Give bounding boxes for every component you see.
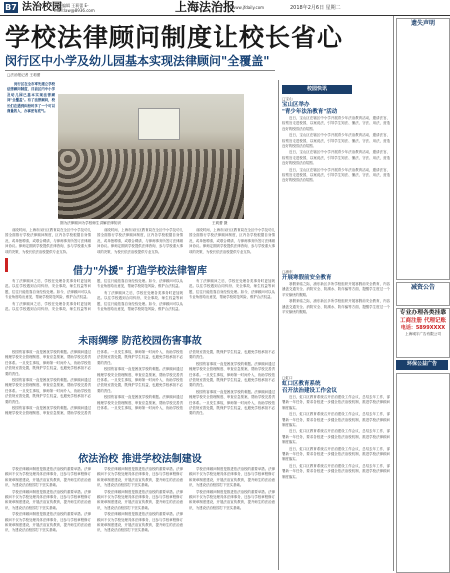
- section-3-body: [5, 467, 275, 571]
- ad-line-1: 专业办理各类挂靠: [399, 310, 447, 316]
- body-paragraph: 寒假来临之际，浦东新区多所学校组织开展寒假前安全教育，内容涵盖交通安全、消防安全、防溺水、防诈骗等方面，提醒学生度过一个平安愉快的假期。: [282, 282, 390, 297]
- body-paragraph: 近日，虹口区教育系统召开法治建设工作会议，总结去年工作，部署新一年任务，要求各校进一步健全依法治校机制，推进学校法律顾问制度落实。: [282, 446, 390, 462]
- body-paragraph: 近日，宝山区在辖区中小学开展青少年法治教育活动，邀请法官、检察官走进校园，以案说法，引导学生知法、懂法、守法、用法，营造良好的校园法治氛围。: [282, 116, 390, 131]
- body-paragraph: 近日，虹口区教育系统召开法治建设工作会议，总结去年工作，部署新一年任务，要求各校进一步健全依法治校机制，推进学校法律顾问制度落实。: [282, 412, 390, 428]
- sidebar-item-1: [282, 97, 390, 256]
- sidebar-body: [282, 282, 390, 362]
- body-paragraph: 学校法律顾问制度是推进依法治校的重要举措。法律顾问不仅为学校处理具体法律事务，还参与学校章程修订和规章制度建设，开展法治宣传教育，提升师生的法治意识，为建设法治校园打下坚实基础。: [97, 489, 183, 510]
- lead-text: [7, 82, 55, 222]
- classified-ads: [396, 18, 450, 280]
- body-paragraph: 学校法律顾问制度是推进依法治校的重要举措。法律顾问不仅为学校处理具体法律事务，还参与学校章程修订和规章制度建设，开展法治宣传教育，提升师生的法治意识，为建设法治校园打下坚实基础。: [189, 467, 275, 488]
- body-paragraph: 有了法律顾问之后，学校在处理各类事务时更加规范。以往学校遇到合同纠纷、安全事故、师生权益等问题，往往只能依靠自身经验处理。如今，法律顾问可以从专业角度给出意见，帮助学校防范风险，维护合法权益。: [189, 279, 275, 300]
- sidebar-title: 开展寒假前安全教育: [282, 275, 332, 281]
- body-paragraph: 学校法律顾问制度是推进依法治校的重要举措。法律顾问不仅为学校处理具体法律事务，还参与学校章程修订和规章制度建设，开展法治宣传教育，提升师生的法治意识，为建设法治校园打下坚实基础。: [97, 512, 183, 533]
- sidebar-item-3: [282, 376, 390, 570]
- sidebar-body: [282, 395, 390, 570]
- editor-info: 责任编辑 王莉蕾 E-mail:law@8936.com: [54, 3, 95, 13]
- sidebar-tag: □虹口: [282, 376, 293, 380]
- photo-credit: 王莉蕾 摄: [212, 221, 228, 225]
- ad-title: 减资公告: [410, 284, 435, 291]
- body-paragraph: 近日，宝山区在辖区中小学开展青少年法治教育活动，邀请法官、检察官走进校园，以案说法，引导学生知法、懂法、守法、用法，营造良好的校园法治氛围。: [282, 167, 390, 183]
- body-paragraph: 学校法律顾问制度是推进依法治校的重要举措。法律顾问不仅为学校处理具体法律事务，还参与学校章程修订和规章制度建设，开展法治宣传教育，提升师生的法治意识，为建设法治校园打下坚实基础。: [97, 467, 183, 488]
- sidebar-title: 宝山区举办: [282, 102, 310, 108]
- article-photo: [58, 94, 244, 219]
- body-paragraph: 近日，宝山区在辖区中小学开展青少年法治教育活动，邀请法官、检察官走进校园，以案说法，引导学生知法、懂法、守法、用法，营造良好的校园法治氛围。: [282, 150, 390, 166]
- sidebar-tag: □宝山: [282, 97, 293, 101]
- body-paragraph: 校园伤害事故一直是困扰学校的难题。法律顾问通过梳理学校安全管理制度、审查应急预案，帮助学校完善责任体系。一旦发生事故，律师第一时间介入，协助学校依法依规妥善处置，既保护学生权益，也避免学校承担不必要的责任。: [97, 350, 275, 411]
- masthead: 上海法治报: [175, 0, 236, 14]
- lead-paragraph: 闵行区在全市率先建立学校法律顾问制度，目前区内中小学及幼儿园已基本实现法律顾问"全覆盖"。有了法律顾问，校长们在遇到纠纷时多了一个可以商量的人，办事更有底气。: [7, 82, 55, 114]
- classified-ads-lower: [396, 373, 450, 573]
- sidebar-header: 校园快讯: [282, 85, 352, 94]
- body-paragraph: 近日，虹口区教育系统召开法治建设工作会议，总结去年工作，部署新一年任务，要求各校进一步健全依法治校机制，推进学校法律顾问制度落实。: [282, 395, 390, 410]
- body-paragraph: 有了法律顾问之后，学校在处理各类事务时更加规范。以往学校遇到合同纠纷、安全事故、师生权益等问题，往往只能依靠自身经验处理。如今，法律顾问可以从专业角度给出意见，帮助学校防范风险，维护合法权益。: [97, 290, 183, 312]
- section-1-body: [5, 279, 275, 325]
- public-ad-banner: 环保公益广告: [396, 360, 448, 370]
- notice-box: [396, 282, 450, 306]
- body-paragraph: 校园伤害事故一直是困扰学校的难题。法律顾问通过梳理学校安全管理制度、审查应急预案，帮助学校完善责任体系。一旦发生事故，律师第一时间介入，协助学校依法依规妥善处置，既保护学生权益，也避免学校承担不必要的责任。: [5, 350, 91, 376]
- audience: [58, 149, 244, 219]
- section-1-title: 借力"外援" 打造学校法律智库: [73, 266, 207, 277]
- display-ad[interactable]: [396, 308, 450, 358]
- photo-caption: 图为法律顾问为学校师生讲解法律知识: [60, 221, 122, 225]
- sidebar-divider: [278, 80, 279, 570]
- section-2-title: 未雨绸缪 防范校园伤害事故: [78, 336, 202, 347]
- projector-screen: [138, 108, 180, 140]
- ad-company: 上海城宇广告有限公司: [405, 332, 441, 336]
- body-paragraph: 前段时间，上海市闵行区教育局在全区中小学及幼儿园全面推行学校法律顾问制度，区内各学校根据自身情况，或单独聘请，或联合聘请，与律师事务所签订法律顾问协议。律师定期到学校提供法律咨询，参与学校重大事项的决策，为校长依法治校提供专业支持。: [97, 228, 183, 254]
- section-marker: [5, 258, 8, 272]
- section-title: 法治校园: [22, 2, 62, 13]
- sidebar-tag: □浦东: [282, 270, 293, 274]
- body-paragraph: 学校法律顾问制度是推进依法治校的重要举措。法律顾问不仅为学校处理具体法律事务，还参与学校章程修订和规章制度建设，开展法治宣传教育，提升师生的法治意识，为建设法治校园打下坚实基础。: [5, 489, 91, 510]
- body-paragraph: 有了法律顾问之后，学校在处理各类事务时更加规范。以往学校遇到合同纠纷、安全事故、师生权益等问题，往往只能依靠自身经验处理。如今，法律顾问可以从专业角度给出意见，帮助学校防范风险，维护合法权益。: [5, 279, 183, 312]
- body-paragraph: 近日，虹口区教育系统召开法治建设工作会议，总结去年工作，部署新一年任务，要求各校进一步健全依法治校机制，推进学校法律顾问制度落实。: [282, 463, 390, 479]
- byline: □法治报记者 王莉蕾: [7, 73, 41, 77]
- body-paragraph: 近日，宝山区在辖区中小学开展青少年法治教育活动，邀请法官、检察官走进校园，以案说法，引导学生知法、懂法、守法、用法，营造良好的校园法治氛围。: [282, 133, 390, 149]
- sidebar-body: [282, 116, 390, 256]
- body-paragraph: 校园伤害事故一直是困扰学校的难题。法律顾问通过梳理学校安全管理制度、审查应急预案，帮助学校完善责任体系。一旦发生事故，律师第一时间介入，协助学校依法依规妥善处置，既保护学生权益，也避免学校承担不必要的责任。: [189, 389, 275, 416]
- article-body-1: [5, 228, 275, 256]
- ad-line-2: 工商注册 代理记账: [400, 318, 446, 324]
- body-paragraph: 寒假来临之际，浦东新区多所学校组织开展寒假前安全教育，内容涵盖交通安全、消防安全、防溺水、防诈骗等方面，提醒学生度过一个平安愉快的假期。: [282, 299, 390, 315]
- ads-notice-title: 遗失声明: [410, 20, 435, 27]
- divider: [5, 70, 275, 71]
- body-paragraph: 校园伤害事故一直是困扰学校的难题。法律顾问通过梳理学校安全管理制度、审查应急预案，帮助学校完善责任体系。一旦发生事故，律师第一时间介入，协助学校依法依规妥善处置，既保护学生权益，也避免学校承担不必要的责任。: [97, 367, 183, 393]
- ad-phone: 电话：5899XXXX: [400, 325, 446, 331]
- masthead-url[interactable]: www.jfdaily.com: [232, 5, 265, 10]
- sidebar-subtitle: 召开法治建设工作会议: [282, 388, 338, 394]
- section-2-body: [5, 350, 275, 445]
- issue-date: 2018年2月6日 星期二: [290, 5, 341, 11]
- headline: 学校法律顾问制度让校长省心: [5, 23, 344, 52]
- body-paragraph: 学校法律顾问制度是推进依法治校的重要举措。法律顾问不仅为学校处理具体法律事务，还参与学校章程修订和规章制度建设，开展法治宣传教育，提升师生的法治意识，为建设法治校园打下坚实基础。: [5, 512, 91, 533]
- body-paragraph: 学校法律顾问制度是推进依法治校的重要举措。法律顾问不仅为学校处理具体法律事务，还参与学校章程修订和规章制度建设，开展法治宣传教育，提升师生的法治意识，为建设法治校园打下坚实基础。: [5, 467, 91, 488]
- sidebar-item-2: [282, 270, 390, 362]
- section-3-title: 依法治校 推进学校法制建设: [78, 454, 202, 465]
- body-paragraph: 近日，虹口区教育系统召开法治建设工作会议，总结去年工作，部署新一年任务，要求各校进一步健全依法治校机制，推进学校法律顾问制度落实。: [282, 429, 390, 445]
- sidebar-subtitle: "青少年法治教育"活动: [282, 109, 338, 115]
- body-paragraph: 学校法律顾问制度是推进依法治校的重要举措。法律顾问不仅为学校处理具体法律事务，还参与学校章程修订和规章制度建设，开展法治宣传教育，提升师生的法治意识，为建设法治校园打下坚实基础。: [189, 489, 275, 510]
- body-paragraph: 校园伤害事故一直是困扰学校的难题。法律顾问通过梳理学校安全管理制度、审查应急预案，帮助学校完善责任体系。一旦发生事故，律师第一时间介入，协助学校依法依规妥善处置，既保护学生权益，也避免学校承担不必要的责任。: [189, 361, 275, 388]
- body-paragraph: 校园伤害事故一直是困扰学校的难题。法律顾问通过梳理学校安全管理制度、审查应急预案，帮助学校完善责任体系。一旦发生事故，律师第一时间介入，协助学校依法依规妥善处置，既保护学生权益，也避免学校承担不必要的责任。: [5, 378, 91, 404]
- page-number-badge: B7: [5, 3, 17, 12]
- ad-divider: [393, 16, 394, 571]
- body-paragraph: 前段时间，上海市闵行区教育局在全区中小学及幼儿园全面推行学校法律顾问制度，区内各学校根据自身情况，或单独聘请，或联合聘请，与律师事务所签订法律顾问协议。律师定期到学校提供法律咨询，参与学校重大事项的决策，为校长依法治校提供专业支持。: [189, 228, 275, 254]
- body-paragraph: 校园伤害事故一直是困扰学校的难题。法律顾问通过梳理学校安全管理制度、审查应急预案，帮助学校完善责任体系。一旦发生事故，律师第一时间介入，协助学校依法依规妥善处置，既保护学生权益，也避免学校承担不必要的责任。: [5, 350, 183, 416]
- sub-headline: 闵行区中小学及幼儿园基本实现法律顾问"全覆盖": [5, 54, 270, 68]
- body-paragraph: 前段时间，上海市闵行区教育局在全区中小学及幼儿园全面推行学校法律顾问制度，区内各学校根据自身情况，或单独聘请，或联合聘请，与律师事务所签订法律顾问协议。律师定期到学校提供法律咨询，参与学校重大事项的决策，为校长依法治校提供专业支持。: [5, 228, 91, 254]
- sidebar-title: 虹口区教育系统: [282, 381, 321, 387]
- body-paragraph: 有了法律顾问之后，学校在处理各类事务时更加规范。以往学校遇到合同纠纷、安全事故、师生权益等问题，往往只能依靠自身经验处理。如今，法律顾问可以从专业角度给出意见，帮助学校防范风险，维护合法权益。: [5, 279, 91, 300]
